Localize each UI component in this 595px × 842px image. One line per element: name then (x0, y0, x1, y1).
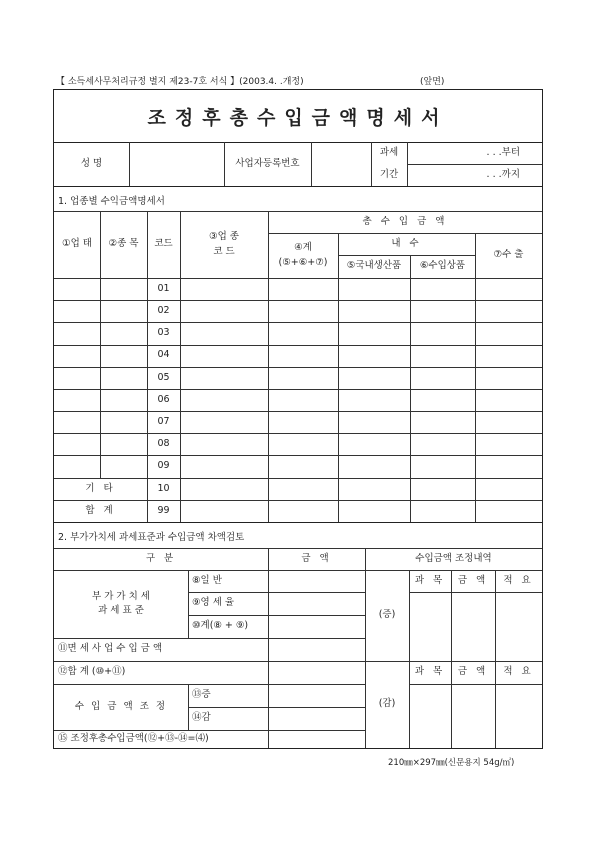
vat-sum-label: ⑩계(⑧ + ⑨) (192, 620, 249, 632)
adjust-label: 수 입 금 액 조 정 (74, 700, 168, 712)
input-cell[interactable] (410, 478, 475, 500)
dec-col-note: 적 요 (503, 666, 534, 678)
input-cell[interactable] (475, 433, 542, 455)
input-cell[interactable] (100, 455, 147, 477)
input-cell[interactable] (475, 411, 542, 433)
input-cell[interactable] (475, 455, 542, 477)
section2-title: 2. 부가가치세 과세표준과 수입금액 차액검토 (58, 532, 245, 543)
input-cell[interactable] (100, 411, 147, 433)
col-industry-code (180, 211, 268, 278)
input-cell[interactable] (180, 300, 268, 322)
input-cell[interactable] (54, 411, 100, 433)
row-divider (54, 300, 542, 301)
input-cell[interactable] (475, 389, 542, 411)
input-cell[interactable] (268, 300, 338, 322)
input-cell[interactable] (54, 300, 100, 322)
row-code: 07 (157, 416, 170, 428)
input-cell[interactable] (180, 367, 268, 389)
period-label-2: 기간 (379, 168, 399, 180)
row-divider (54, 433, 542, 434)
input-cell[interactable] (180, 278, 268, 300)
input-cell[interactable] (410, 455, 475, 477)
col-divider (180, 278, 181, 522)
input-cell[interactable] (268, 500, 338, 522)
dec-col-amount: 금 액 (457, 666, 489, 678)
input-cell[interactable] (100, 322, 147, 344)
row-code: 02 (157, 305, 170, 317)
col-sum-line2: (⑤+⑥+⑦) (278, 256, 328, 268)
vat-base-label (54, 570, 188, 638)
row-code: 04 (157, 349, 170, 361)
input-cell[interactable] (268, 322, 338, 344)
form-title: 조정후총수입금액명세서 (147, 106, 449, 129)
row-code: 06 (157, 393, 170, 405)
input-cell[interactable] (410, 433, 475, 455)
col-code: 코드 (154, 238, 173, 250)
input-cell[interactable] (410, 411, 475, 433)
total-revenue-group: 총 수 입 금 액 (362, 215, 448, 227)
input-cell[interactable] (410, 389, 475, 411)
col-adjust-details: 수입금액 조정내역 (415, 552, 492, 564)
input-cell[interactable] (410, 322, 475, 344)
input-cell[interactable] (180, 433, 268, 455)
final-label: ⑮ 조정후총수입금액(⑫+⑬-⑭=⑷) (58, 732, 209, 744)
input-cell[interactable] (100, 300, 147, 322)
name-field[interactable] (129, 142, 224, 186)
input-cell[interactable] (338, 478, 410, 500)
input-cell[interactable] (410, 345, 475, 367)
section1-title: 1. 업종별 수익금액명세서 (58, 196, 165, 207)
period-to[interactable]: . . .까지 (486, 168, 520, 180)
input-cell[interactable] (54, 389, 100, 411)
row-divider (54, 500, 542, 501)
paper-spec: 210㎜×297㎜(신문용지 54g/㎡) (388, 758, 515, 768)
input-cell[interactable] (475, 345, 542, 367)
input-cell[interactable] (268, 478, 338, 500)
input-cell[interactable] (475, 322, 542, 344)
input-cell[interactable] (475, 278, 542, 300)
input-cell[interactable] (338, 345, 410, 367)
input-cell[interactable] (100, 433, 147, 455)
input-cell[interactable] (268, 389, 338, 411)
input-cell[interactable] (54, 322, 100, 344)
input-cell[interactable] (338, 300, 410, 322)
col-sum (268, 233, 338, 278)
input-cell[interactable] (338, 278, 410, 300)
input-cell[interactable] (338, 433, 410, 455)
col-business-type: ①업 태 (62, 238, 92, 250)
input-cell[interactable] (268, 278, 338, 300)
col-domestic-made: ⑤국내생산품 (346, 260, 402, 272)
input-cell[interactable] (410, 500, 475, 522)
increase-label: ⑬증 (192, 689, 211, 701)
col-imported: ⑥수입상품 (419, 260, 466, 272)
other-code: 10 (157, 482, 170, 494)
input-cell[interactable] (268, 455, 338, 477)
input-cell[interactable] (100, 389, 147, 411)
row-code: 09 (157, 460, 170, 472)
col-export: ⑦수 출 (493, 249, 524, 261)
decrease-block-label: (감) (378, 698, 396, 710)
other-label: 기 타 (85, 482, 116, 494)
input-cell[interactable] (338, 455, 410, 477)
col-divider (338, 278, 339, 522)
form-reference: 【 소득세사무처리규정 별지 제23-7호 서식 】(2003.4. .개정) (56, 77, 304, 87)
input-cell[interactable] (100, 367, 147, 389)
col-business-item: ②종 목 (108, 238, 139, 250)
row-divider (54, 455, 542, 456)
input-cell[interactable] (100, 345, 147, 367)
row-divider (54, 322, 542, 323)
dec-col-subject: 과 목 (414, 666, 446, 678)
input-cell[interactable] (338, 500, 410, 522)
input-cell[interactable] (180, 345, 268, 367)
input-cell[interactable] (410, 300, 475, 322)
inc-col-amount: 금 액 (457, 574, 489, 586)
input-cell[interactable] (54, 367, 100, 389)
total-row-label: 합 계 (85, 504, 116, 516)
input-cell[interactable] (338, 322, 410, 344)
page-side-label: (앞면) (420, 77, 445, 87)
row-divider (54, 389, 542, 390)
row-divider (54, 478, 542, 479)
row-divider (54, 345, 542, 346)
col-divider (100, 278, 101, 478)
input-cell[interactable] (54, 345, 100, 367)
general-label: ⑧일 반 (192, 574, 222, 586)
row-divider (54, 367, 542, 368)
name-label: 성 명 (80, 157, 103, 169)
input-cell[interactable] (410, 367, 475, 389)
exempt-label: ⑪면 세 사 업 수 입 금 액 (58, 643, 163, 655)
total-row-code: 99 (157, 504, 170, 516)
input-cell[interactable] (54, 433, 100, 455)
input-cell[interactable] (338, 389, 410, 411)
input-cell[interactable] (180, 389, 268, 411)
col-divider (268, 278, 269, 522)
regno-field[interactable] (311, 142, 371, 186)
input-cell[interactable] (338, 411, 410, 433)
input-cell[interactable] (475, 300, 542, 322)
domestic-group: 내 수 (391, 237, 422, 249)
input-cell[interactable] (54, 278, 100, 300)
vat-base-line1: 부 가 가 치 세 (92, 590, 150, 602)
row-code: 05 (157, 371, 170, 383)
input-cell[interactable] (180, 455, 268, 477)
col-industry-code-line1: ③업 종 (209, 231, 239, 243)
input-cell[interactable] (268, 345, 338, 367)
input-cell[interactable] (475, 367, 542, 389)
input-cell[interactable] (475, 500, 542, 522)
col-divider (410, 278, 411, 522)
inc-col-note: 적 요 (503, 574, 534, 586)
increase-block-label: (증) (378, 609, 396, 621)
col-amount: 금 액 (301, 552, 332, 564)
input-cell[interactable] (100, 278, 147, 300)
period-label-1: 과세 (379, 146, 399, 158)
title-row (54, 90, 542, 143)
zero-rate-label: ⑨영 세 율 (192, 597, 235, 609)
input-cell[interactable] (475, 478, 542, 500)
vat-base-line2: 과 세 표 준 (98, 605, 144, 616)
row-code: 01 (157, 282, 170, 294)
row-code: 03 (157, 327, 170, 339)
input-cell[interactable] (268, 367, 338, 389)
input-cell[interactable] (268, 411, 338, 433)
decrease-label: ⑭감 (192, 712, 211, 724)
input-cell[interactable] (338, 367, 410, 389)
input-cell[interactable] (268, 433, 338, 455)
input-cell[interactable] (410, 278, 475, 300)
inc-col-subject: 과 목 (414, 574, 446, 586)
regno-label: 사업자등록번호 (235, 157, 300, 169)
input-cell[interactable] (180, 478, 268, 500)
col-industry-code-line2: 코 드 (213, 245, 235, 257)
col-divider (147, 278, 148, 522)
input-cell[interactable] (180, 500, 268, 522)
form-table (53, 89, 543, 749)
col-divider (475, 278, 476, 522)
period-from[interactable]: . . .부터 (486, 146, 520, 158)
row-divider (54, 411, 542, 412)
input-cell[interactable] (54, 455, 100, 477)
total-label: ⑫합 계 (⑩+⑪) (58, 666, 126, 678)
input-cell[interactable] (180, 411, 268, 433)
col-classification: 구 분 (145, 552, 177, 564)
row-code: 08 (157, 438, 170, 450)
input-cell[interactable] (180, 322, 268, 344)
col-sum-line1: ④계 (294, 242, 312, 254)
